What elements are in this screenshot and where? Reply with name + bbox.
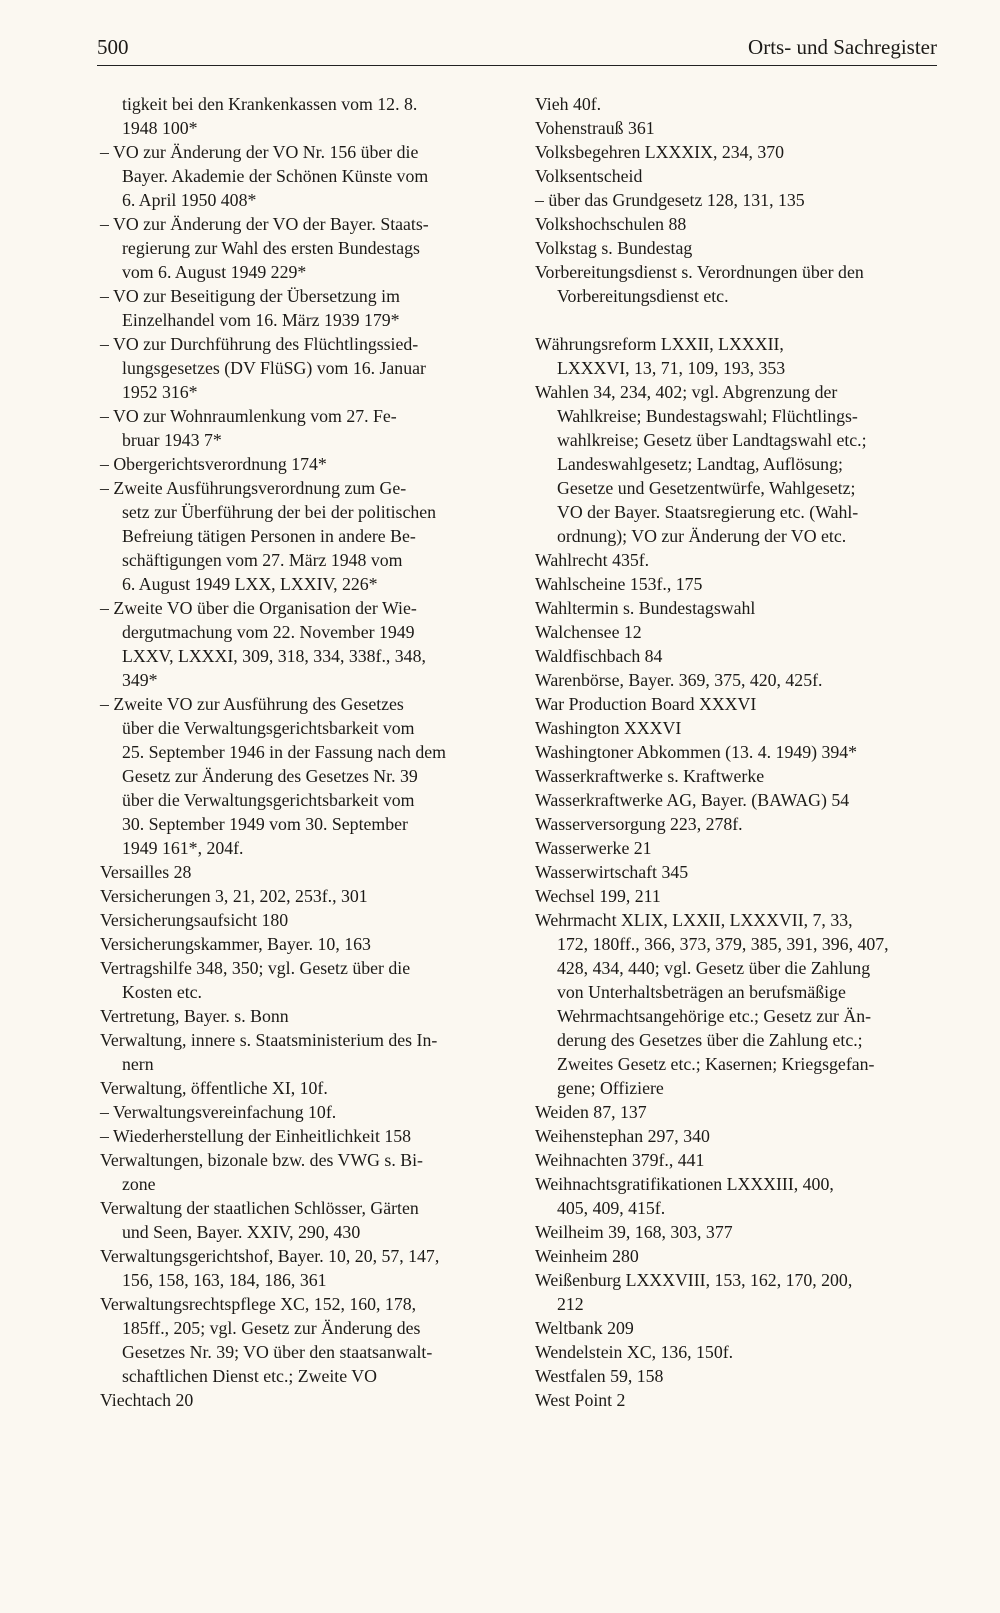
index-entry: Wasserversorgung 223, 278f. <box>535 814 743 834</box>
index-entry: Vertretung, Bayer. s. Bonn <box>100 1006 289 1026</box>
index-line-continuation: von Unterhaltsbeträgen an berufsmäßige <box>557 982 846 1002</box>
index-column-right <box>535 92 935 1412</box>
index-entry: West Point 2 <box>535 1390 626 1410</box>
index-subentry: – VO zur Wohnraumlenkung vom 27. Fe- <box>100 406 397 426</box>
index-line-continuation: Gesetzes Nr. 39; VO über den staatsanwalt- <box>122 1342 433 1362</box>
index-line-continuation: 1948 100* <box>122 118 198 138</box>
index-line-continuation: Vorbereitungsdienst etc. <box>557 286 729 306</box>
index-line-continuation: 212 <box>557 1294 584 1314</box>
index-line-continuation: gene; Offiziere <box>557 1078 664 1098</box>
index-line-continuation: 6. April 1950 408* <box>122 190 257 210</box>
index-line-continuation: über die Verwaltungsgerichtsbarkeit vom <box>122 718 415 738</box>
index-subentry: – Obergerichtsverordnung 174* <box>100 454 327 474</box>
index-entry: War Production Board XXXVI <box>535 694 757 714</box>
index-entry: Versicherungskammer, Bayer. 10, 163 <box>100 934 371 954</box>
index-entry: Viechtach 20 <box>100 1390 194 1410</box>
index-line-continuation: 6. August 1949 LXX, LXXIV, 226* <box>122 574 378 594</box>
index-line-continuation: regierung zur Wahl des ersten Bundestags <box>122 238 420 258</box>
index-entry: Volkshochschulen 88 <box>535 214 687 234</box>
index-entry: Washingtoner Abkommen (13. 4. 1949) 394* <box>535 742 858 762</box>
index-line-continuation: zone <box>122 1174 156 1194</box>
index-line-continuation: dergutmachung vom 22. November 1949 <box>122 622 415 642</box>
index-subentry: – Zweite Ausführungsverordnung zum Ge- <box>100 478 407 498</box>
index-line-continuation: schäftigungen vom 27. März 1948 vom <box>122 550 403 570</box>
index-entry: Wechsel 199, 211 <box>535 886 661 906</box>
index-line-continuation: 1949 161*, 204f. <box>122 838 244 858</box>
index-entry: Verwaltung der staatlichen Schlösser, Gärten <box>100 1198 419 1218</box>
index-subentry: – VO zur Beseitigung der Übersetzung im <box>100 286 400 306</box>
index-line-continuation: über die Verwaltungsgerichtsbarkeit vom <box>122 790 415 810</box>
page-header <box>97 33 937 66</box>
index-entry: Weihnachtsgratifikationen LXXXIII, 400, <box>535 1174 834 1194</box>
index-line-continuation: Einzelhandel vom 16. März 1939 179* <box>122 310 400 330</box>
index-entry: Weihnachten 379f., 441 <box>535 1150 705 1170</box>
index-line-continuation: VO der Bayer. Staatsregierung etc. (Wahl- <box>557 502 859 522</box>
index-entry: Volkstag s. Bundestag <box>535 238 693 258</box>
index-entry: Weihenstephan 297, 340 <box>535 1126 710 1146</box>
index-entry: Weilheim 39, 168, 303, 377 <box>535 1222 733 1242</box>
index-line-continuation: ordnung); VO zur Änderung der VO etc. <box>557 526 847 546</box>
index-entry: Wahlrecht 435f. <box>535 550 650 570</box>
index-entry: Wasserkraftwerke s. Kraftwerke <box>535 766 765 786</box>
index-column-left <box>100 92 498 1412</box>
index-entry: Versailles 28 <box>100 862 192 882</box>
index-entry: Waldfischbach 84 <box>535 646 663 666</box>
index-entry: Währungsreform LXXII, LXXXII, <box>535 334 784 354</box>
index-line-continuation: Bayer. Akademie der Schönen Künste vom <box>122 166 429 186</box>
index-entry: Warenbörse, Bayer. 369, 375, 420, 425f. <box>535 670 823 690</box>
index-line-continuation: Kosten etc. <box>122 982 202 1002</box>
index-entry: Weiden 87, 137 <box>535 1102 647 1122</box>
index-line-continuation: Gesetze und Gesetzentwürfe, Wahlgesetz; <box>557 478 856 498</box>
index-subentry: – über das Grundgesetz 128, 131, 135 <box>535 190 805 210</box>
index-entry: Wahltermin s. Bundestagswahl <box>535 598 756 618</box>
index-subentry: – VO zur Durchführung des Flüchtlingssied- <box>100 334 419 354</box>
index-entry: Volksentscheid <box>535 166 643 186</box>
index-line-continuation: Befreiung tätigen Personen in andere Be- <box>122 526 416 546</box>
index-entry: Wendelstein XC, 136, 150f. <box>535 1342 734 1362</box>
index-entry: Versicherungen 3, 21, 202, 253f., 301 <box>100 886 368 906</box>
index-line-continuation: Zweites Gesetz etc.; Kasernen; Kriegsgefan- <box>557 1054 875 1074</box>
index-entry: Vieh 40f. <box>535 94 602 114</box>
running-title: Orts- und Sachregister <box>748 35 937 59</box>
index-entry: Weißenburg LXXXVIII, 153, 162, 170, 200, <box>535 1270 853 1290</box>
index-line-continuation: 1952 316* <box>122 382 198 402</box>
index-line-continuation: schaftlichen Dienst etc.; Zweite VO <box>122 1366 377 1386</box>
index-entry: Wasserwerke 21 <box>535 838 652 858</box>
index-entry: Weinheim 280 <box>535 1246 639 1266</box>
index-entry: Westfalen 59, 158 <box>535 1366 664 1386</box>
index-entry: Verwaltung, innere s. Staatsministerium des In- <box>100 1030 438 1050</box>
index-line-continuation: 25. September 1946 in der Fassung nach dem <box>122 742 446 762</box>
index-line-continuation: Gesetz zur Änderung des Gesetzes Nr. 39 <box>122 766 418 786</box>
index-subentry: – Wiederherstellung der Einheitlichkeit 158 <box>100 1126 412 1146</box>
index-subentry: – Zweite VO über die Organisation der Wie- <box>100 598 417 618</box>
index-line-continuation: LXXV, LXXXI, 309, 318, 334, 338f., 348, <box>122 646 426 666</box>
index-entry: Verwaltung, öffentliche XI, 10f. <box>100 1078 328 1098</box>
index-entry: Verwaltungen, bizonale bzw. des VWG s. Bi- <box>100 1150 423 1170</box>
index-entry: Versicherungsaufsicht 180 <box>100 910 289 930</box>
index-line-continuation: nern <box>122 1054 154 1074</box>
index-entry: Washington XXXVI <box>535 718 682 738</box>
index-line-continuation: 172, 180ff., 366, 373, 379, 385, 391, 396, 407, <box>557 934 889 954</box>
index-entry: Volksbegehren LXXXIX, 234, 370 <box>535 142 785 162</box>
index-entry: Wasserwirtschaft 345 <box>535 862 689 882</box>
index-entry: Verwaltungsgerichtshof, Bayer. 10, 20, 57, 147, <box>100 1246 440 1266</box>
index-line-continuation: wahlkreise; Gesetz über Landtagswahl etc.; <box>557 430 867 450</box>
index-line-continuation: Wehrmachtsangehörige etc.; Gesetz zur Än- <box>557 1006 872 1026</box>
index-subentry: – Zweite VO zur Ausführung des Gesetzes <box>100 694 404 714</box>
index-line-continuation: 185ff., 205; vgl. Gesetz zur Änderung des <box>122 1318 421 1338</box>
index-line-continuation: lungsgesetzes (DV FlüSG) vom 16. Januar <box>122 358 426 378</box>
index-line-continuation: 30. September 1949 vom 30. September <box>122 814 408 834</box>
index-line-continuation: und Seen, Bayer. XXIV, 290, 430 <box>122 1222 361 1242</box>
index-line-continuation: bruar 1943 7* <box>122 430 222 450</box>
index-subentry: – VO zur Änderung der VO der Bayer. Staats- <box>100 214 429 234</box>
index-line-continuation: Landeswahlgesetz; Landtag, Auflösung; <box>557 454 843 474</box>
index-line-continuation: derung des Gesetzes über die Zahlung etc.; <box>557 1030 863 1050</box>
index-line-continuation: 349* <box>122 670 158 690</box>
index-entry: Wahlscheine 153f., 175 <box>535 574 703 594</box>
index-line-continuation: vom 6. August 1949 229* <box>122 262 307 282</box>
section-gap <box>535 308 935 332</box>
index-line-continuation: 156, 158, 163, 184, 186, 361 <box>122 1270 327 1290</box>
index-entry: Vohenstrauß 361 <box>535 118 655 138</box>
index-line-continuation: 405, 409, 415f. <box>557 1198 666 1218</box>
index-entry: Wehrmacht XLIX, LXXII, LXXXVII, 7, 33, <box>535 910 853 930</box>
index-entry: Wahlen 34, 234, 402; vgl. Abgrenzung der <box>535 382 838 402</box>
index-line-continuation: LXXXVI, 13, 71, 109, 193, 353 <box>557 358 786 378</box>
index-line-continuation: setz zur Überführung der bei der politischen <box>122 502 437 522</box>
index-entry: Vorbereitungsdienst s. Verordnungen über den <box>535 262 864 282</box>
index-entry: Wasserkraftwerke AG, Bayer. (BAWAG) 54 <box>535 790 850 810</box>
index-line-continuation: tigkeit bei den Krankenkassen vom 12. 8. <box>122 94 418 114</box>
index-line-continuation: Wahlkreise; Bundestagswahl; Flüchtlings- <box>557 406 858 426</box>
index-subentry: – Verwaltungsvereinfachung 10f. <box>100 1102 337 1122</box>
index-entry: Weltbank 209 <box>535 1318 634 1338</box>
index-entry: Vertragshilfe 348, 350; vgl. Gesetz über die <box>100 958 411 978</box>
index-entry: Verwaltungsrechtspflege XC, 152, 160, 178, <box>100 1294 417 1314</box>
index-entry: Walchensee 12 <box>535 622 642 642</box>
page-number: 500 <box>97 35 129 59</box>
index-line-continuation: 428, 434, 440; vgl. Gesetz über die Zahlung <box>557 958 871 978</box>
index-subentry: – VO zur Änderung der VO Nr. 156 über die <box>100 142 419 162</box>
